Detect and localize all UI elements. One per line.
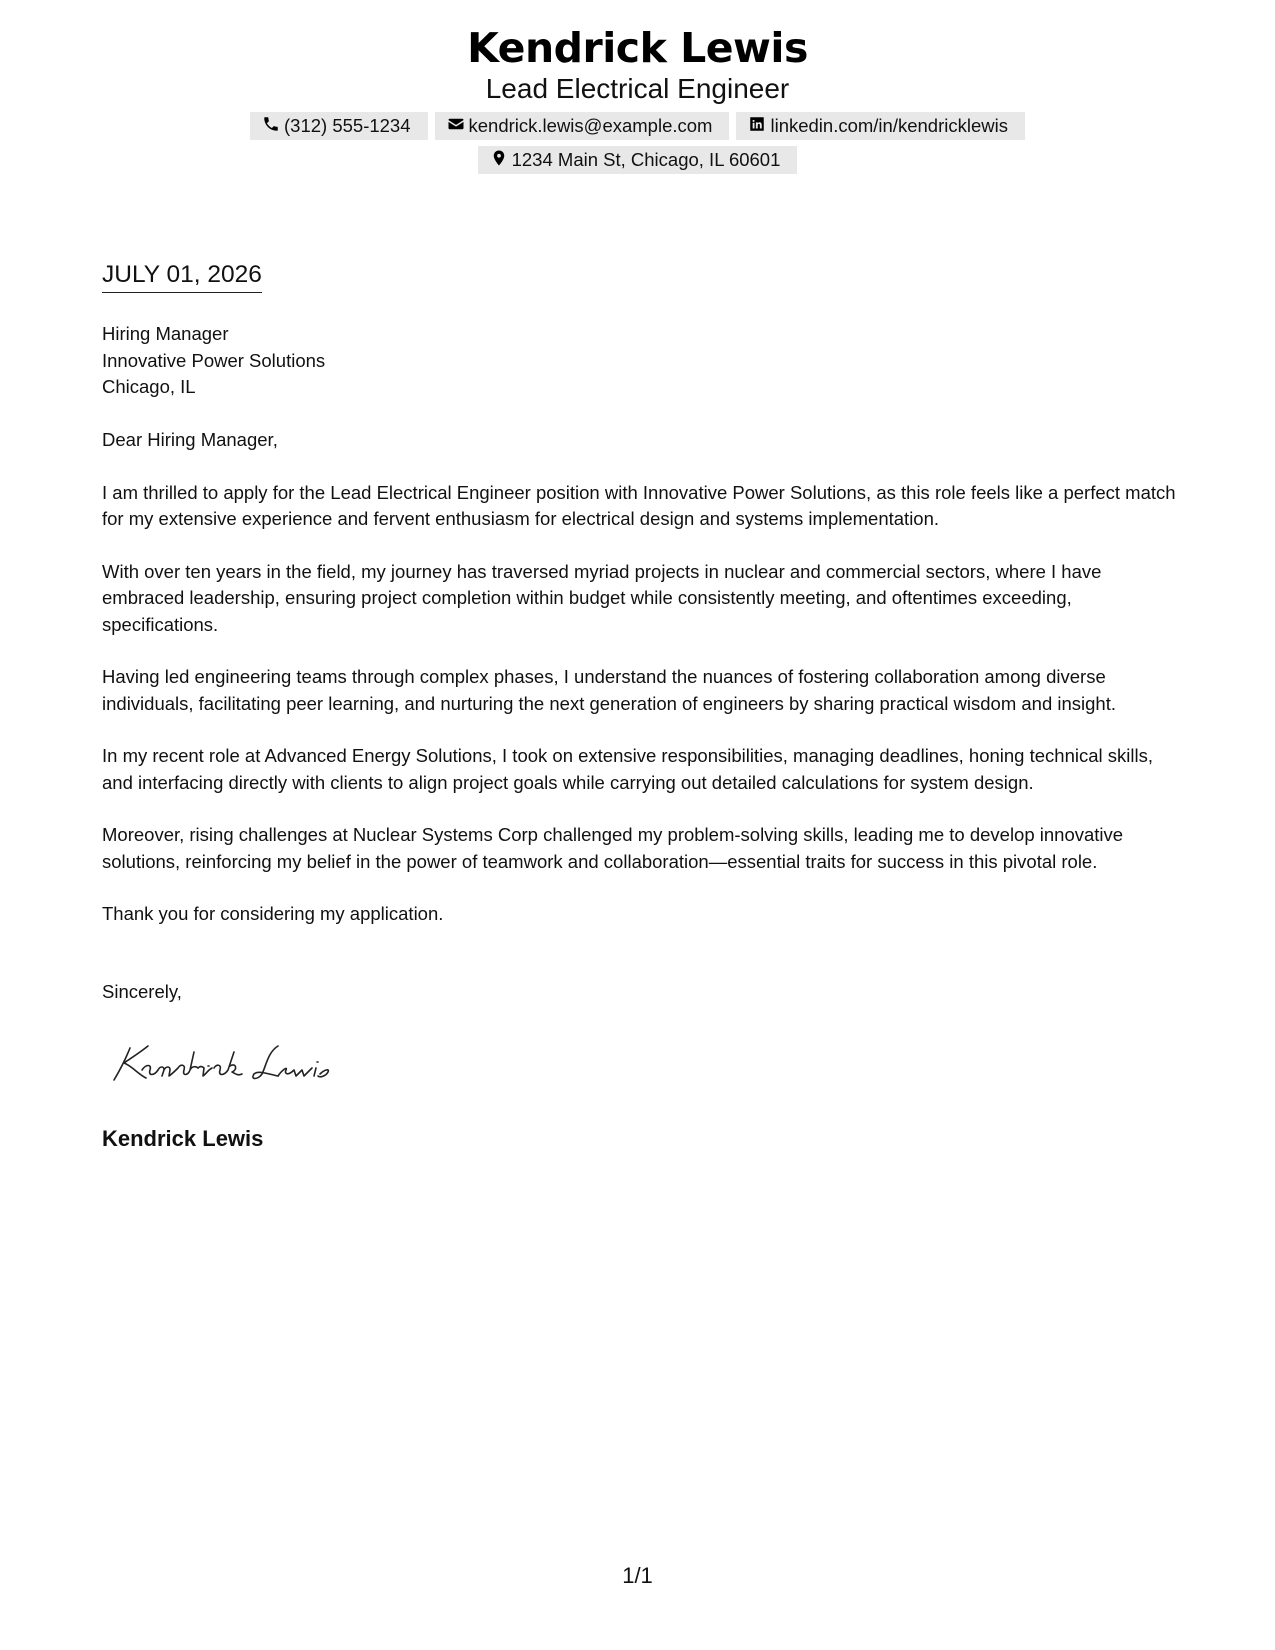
linkedin-icon — [748, 115, 766, 138]
page-number: 1/1 — [622, 1563, 653, 1588]
contact-phone[interactable] — [250, 112, 428, 140]
body-paragraph: I am thrilled to apply for the Lead Electrical Engineer position with Innovative Power Solutions, as this role feels like a perfect match for my extensive experience and fervent enthusiasm for electrical design and systems implementation. — [102, 481, 1176, 529]
linkedin-text: linkedin.com/in/kendricklewis — [770, 115, 1008, 136]
contact-row — [0, 112, 1275, 140]
contact-row-2 — [0, 146, 1275, 174]
phone-icon — [262, 115, 280, 138]
body-paragraph: With over ten years in the field, my journey has traversed myriad projects in nuclear and commercial sectors, where I have embraced leadership, ensuring project completion within budget while consistently meeting, and oftentimes exceeding, specifications. — [102, 560, 1102, 635]
salutation: Dear Hiring Manager, — [102, 429, 278, 450]
email-text: kendrick.lewis@example.com — [468, 115, 713, 136]
closing: Sincerely, — [102, 981, 182, 1002]
handwritten-signature — [108, 1030, 358, 1090]
applicant-title: Lead Electrical Engineer — [485, 73, 790, 104]
applicant-name: Kendrick Lewis — [467, 24, 808, 72]
body-paragraph: Moreover, rising challenges at Nuclear Systems Corp challenged my problem-solving skills, leading me to develop innovative solutions, reinforcing my belief in the power of teamwork and collaboration—essential traits for success in this pivotal role. — [102, 824, 1124, 872]
body-paragraph: In my recent role at Advanced Energy Solutions, I took on extensive responsibilities, managing deadlines, honing technical skills, and interfacing directly with clients to align project goals while carrying out detailed calculations for system design. — [102, 745, 1153, 793]
envelope-icon — [447, 115, 465, 138]
letter-header — [0, 22, 1275, 174]
contact-linkedin[interactable] — [736, 112, 1025, 140]
signer-name: Kendrick Lewis — [102, 1126, 264, 1151]
recipient-line: Innovative Power Solutions — [102, 349, 326, 371]
address-text: 1234 Main St, Chicago, IL 60601 — [511, 149, 781, 170]
letter-date: JULY 01, 2026 — [102, 258, 262, 293]
recipient-line: Chicago, IL — [102, 376, 196, 397]
contact-email[interactable] — [435, 112, 730, 140]
letter-body — [102, 427, 1177, 954]
map-marker-icon — [490, 149, 508, 172]
recipient-line: Hiring Manager — [102, 323, 229, 344]
body-paragraph: Thank you for considering my application. — [102, 903, 444, 924]
body-paragraph: Having led engineering teams through complex phases, I understand the nuances of fostering collaboration among diverse individuals, facilitating peer learning, and nurturing the next generation of engineers by sharing practical wisdom and insight. — [102, 666, 1116, 714]
phone-text: (312) 555-1234 — [284, 115, 411, 136]
recipient-block — [102, 321, 325, 401]
contact-address[interactable] — [478, 146, 798, 174]
